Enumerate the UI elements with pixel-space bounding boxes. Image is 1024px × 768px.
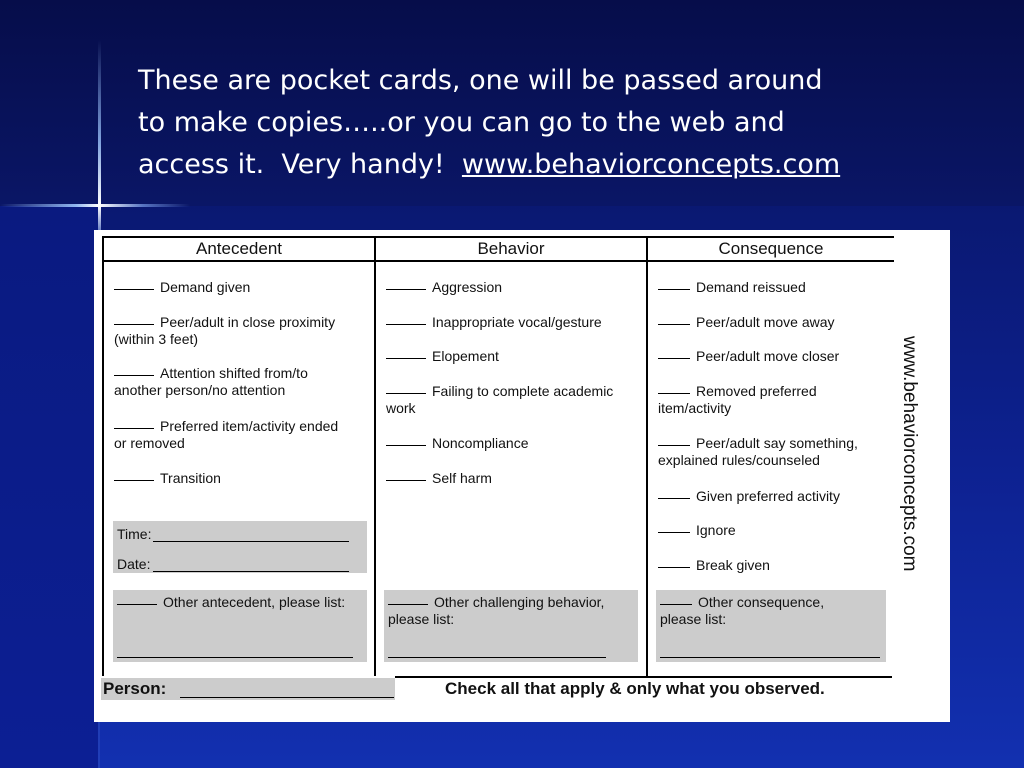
column-divider-2 — [646, 236, 648, 676]
other-behavior-line — [388, 657, 606, 658]
consequence-item: Peer/adult move closer — [658, 348, 839, 365]
time-label: Time: — [117, 526, 152, 542]
consequence-item: Peer/adult say something, explained rules/counseled — [658, 435, 858, 468]
other-consequence-line — [660, 657, 880, 658]
consequence-item: Demand reissued — [658, 279, 806, 296]
behavior-item: Elopement — [386, 348, 499, 365]
consequence-item: Break given — [658, 557, 770, 574]
slide-text-line-1: These are pocket cards, one will be passed around — [138, 65, 823, 96]
slide-text-line-2: to make copies…..or you can go to the web and — [138, 107, 785, 138]
antecedent-item: Peer/adult in close proximity (within 3 feet) — [114, 314, 336, 347]
consequence-item: Given preferred activity — [658, 488, 840, 505]
decor-horizontal-line — [0, 204, 190, 207]
card-instructions: Check all that apply & only what you observed. — [445, 679, 825, 698]
behavior-item: Failing to complete academic work — [386, 383, 614, 416]
antecedent-item: Transition — [114, 470, 221, 487]
consequence-item: Ignore — [658, 522, 736, 539]
person-field: Person: — [101, 678, 395, 700]
consequence-item: Peer/adult move away — [658, 314, 835, 331]
table-top-rule — [104, 236, 894, 238]
header-antecedent: Antecedent — [195, 239, 282, 258]
antecedent-item: Demand given — [114, 279, 250, 296]
date-line — [153, 571, 349, 572]
behavior-item: Inappropriate vocal/gesture — [386, 314, 602, 331]
behavior-item: Self harm — [386, 470, 492, 487]
header-consequence: Consequence — [718, 239, 824, 258]
date-label: Date: — [117, 556, 151, 572]
person-line — [180, 697, 394, 698]
other-behavior-box — [384, 590, 638, 662]
slide-text-line-3-lead: access it. Very handy! — [138, 149, 462, 180]
behavior-item: Noncompliance — [386, 435, 529, 452]
other-consequence-box — [656, 590, 886, 662]
antecedent-item: Preferred item/activity ended or removed — [114, 418, 339, 451]
behavior-item: Aggression — [386, 279, 502, 296]
slide-text-line-3 — [138, 144, 978, 186]
antecedent-item: Attention shifted from/to another person/no attention — [114, 365, 308, 398]
other-antecedent-label: Other antecedent, please list: — [117, 594, 345, 611]
behaviorconcepts-link[interactable]: www.behaviorconcepts.com — [461, 149, 841, 180]
other-behavior-label: Other challenging behavior, please list: — [388, 594, 605, 627]
other-antecedent-box — [113, 590, 367, 662]
time-date-box — [113, 521, 367, 573]
header-behavior: Behavior — [477, 239, 545, 258]
table-header-rule — [104, 260, 894, 262]
card-side-url: www.behaviorconcepts.com — [899, 336, 920, 572]
left-band — [0, 206, 98, 768]
other-consequence-label: Other consequence, please list: — [660, 594, 825, 627]
card-table — [102, 236, 892, 676]
time-line — [153, 541, 349, 542]
pocket-card-image — [94, 230, 950, 722]
consequence-item: Removed preferred item/activity — [658, 383, 817, 416]
slide-body-text — [138, 60, 978, 186]
other-antecedent-line — [117, 657, 353, 658]
footer-rule — [395, 676, 892, 678]
column-divider-1 — [374, 236, 376, 676]
